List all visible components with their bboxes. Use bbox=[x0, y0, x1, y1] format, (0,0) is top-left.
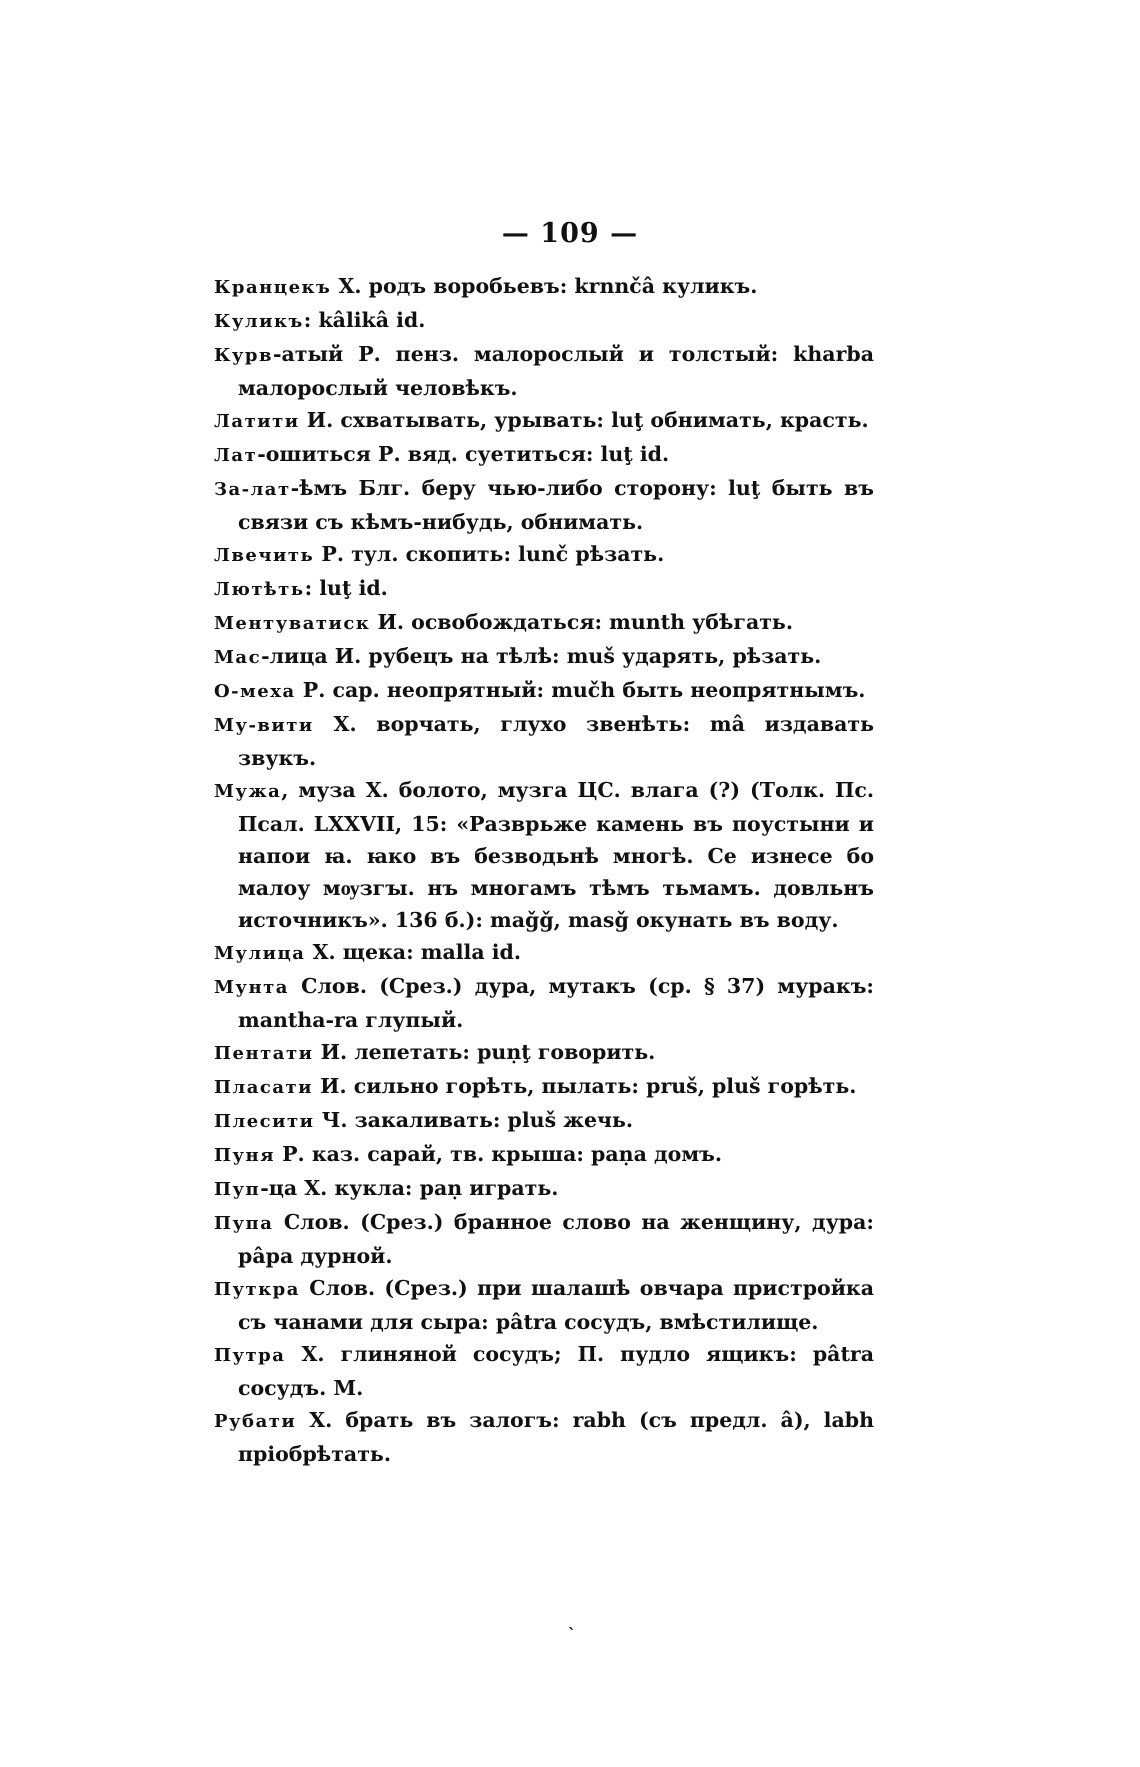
dictionary-entry bbox=[214, 572, 874, 606]
entry-headword: Пласати bbox=[214, 1077, 313, 1098]
entry-definition: Слов. (Срез.) при шалашѣ овчара пристройка съ чанами для сыра: pâtra сосудъ, вмѣстилище. bbox=[238, 1276, 874, 1334]
entry-definition: -ошиться Р. вяд. суетиться: luţ id. bbox=[257, 442, 670, 466]
dictionary-entry bbox=[214, 338, 874, 404]
entry-definition: Х. щека: malla id. bbox=[305, 940, 522, 964]
entry-definition: И. схватывать, урывать: luţ обнимать, красть. bbox=[299, 408, 869, 432]
entry-headword: Пентати bbox=[214, 1043, 314, 1064]
dictionary-entry bbox=[214, 404, 874, 438]
dictionary-entry bbox=[214, 1104, 874, 1138]
entry-definition: И. сильно горѣть, пылать: pruš, pluš горѣть. bbox=[312, 1074, 857, 1098]
entry-definition: Слов. (Срез.) дура, мутакъ (ср. § 37) муракъ: mantha-ra глупый. bbox=[238, 974, 874, 1032]
entry-definition: Х. ворчать, глухо звенѣть: mâ издавать звукъ. bbox=[238, 712, 874, 770]
entry-headword: За-лат bbox=[214, 479, 291, 500]
entry-headword: Рубати bbox=[214, 1411, 297, 1432]
dictionary-entry bbox=[214, 1070, 874, 1104]
dictionary-entry bbox=[214, 936, 874, 970]
entry-headword: Му-вити bbox=[214, 715, 314, 736]
entry-headword: Кранцекъ bbox=[214, 277, 332, 298]
entry-headword: Латити bbox=[214, 411, 300, 432]
dictionary-entry bbox=[214, 1404, 874, 1470]
entry-headword: Плесити bbox=[214, 1111, 315, 1132]
entry-definition: -ца Х. кукла: paṇ играть. bbox=[260, 1176, 559, 1200]
entry-definition: Слов. (Срез.) бранное слово на женщину, дура: pâpa дурной. bbox=[238, 1210, 874, 1268]
dictionary-entry bbox=[214, 472, 874, 538]
entry-definition: Х. брать въ залогъ: rabh (съ предл. â), labh пріобрѣтать. bbox=[238, 1408, 874, 1466]
page-number: — 109 — bbox=[501, 218, 639, 249]
entry-headword: Путкра bbox=[214, 1279, 300, 1300]
entry-headword: Пупа bbox=[214, 1213, 274, 1234]
dictionary-entry bbox=[214, 538, 874, 572]
entry-definition: Х. глиняной сосудъ; П. пудло ящикъ: pâtra сосудъ. М. bbox=[238, 1342, 874, 1400]
entry-headword: Ментуватиск bbox=[214, 613, 371, 634]
entry-headword: Мужа bbox=[214, 781, 282, 802]
dictionary-entry bbox=[214, 1272, 874, 1338]
entry-definition: Р. каз. сарай, тв. крыша: paṇa домъ. bbox=[275, 1142, 723, 1166]
entry-definition: Х. родъ воробьевъ: krnnčâ куликъ. bbox=[331, 274, 758, 298]
entry-definition: Р. сар. неопрятный: mučh быть неопрятнымъ. bbox=[295, 678, 866, 702]
dictionary-entry bbox=[214, 1138, 874, 1172]
dictionary-entries bbox=[214, 270, 874, 1470]
dictionary-entry bbox=[214, 970, 874, 1036]
entry-headword: Куликъ bbox=[214, 311, 304, 332]
entry-definition: Ч. закаливать: pluš жечь. bbox=[314, 1108, 634, 1132]
dictionary-entry bbox=[214, 674, 874, 708]
entry-headword: Мулица bbox=[214, 943, 306, 964]
printer-mark: ˎ bbox=[568, 1610, 574, 1631]
dictionary-entry bbox=[214, 774, 874, 936]
dictionary-entry bbox=[214, 1206, 874, 1272]
entry-definition: И. лепетать: puṇţ говорить. bbox=[313, 1040, 656, 1064]
entry-headword: Мас bbox=[214, 647, 262, 668]
dictionary-entry bbox=[214, 304, 874, 338]
dictionary-entry bbox=[214, 270, 874, 304]
dictionary-entry bbox=[214, 1172, 874, 1206]
entry-definition: Р. тул. скопить: lunč рѣзать. bbox=[314, 542, 665, 566]
entry-definition: И. освобождаться: munth убѣгать. bbox=[370, 610, 793, 634]
entry-definition: -лица И. рубецъ на тѣлѣ: muš ударять, рѣзать. bbox=[261, 644, 822, 668]
dictionary-entry bbox=[214, 1036, 874, 1070]
entry-definition: -атый Р. пенз. малорослый и толстый: kharba малорослый человѣкъ. bbox=[238, 342, 874, 400]
entry-definition: : kâlikâ id. bbox=[303, 308, 426, 332]
entry-headword: Мунта bbox=[214, 977, 289, 998]
entry-definition: : luţ id. bbox=[304, 576, 388, 600]
dictionary-entry bbox=[214, 708, 874, 774]
dictionary-entry bbox=[214, 1338, 874, 1404]
entry-headword: Лвечить bbox=[214, 545, 315, 566]
entry-headword: О-меха bbox=[214, 681, 296, 702]
entry-definition: -ѣмъ Блг. беру чью-либо сторону: luţ быть въ связи съ кѣмъ-нибудь, обнимать. bbox=[238, 476, 874, 534]
entry-definition: , муза Х. болото, музга ЦС. влага (?) (Толк. Пс. Псал. LXXVII, 15: «Разврьже камень въ поустыни и напои ꙗ. ꙗко въ безводьнѣ многѣ. Се изнесе бо малоу мѹзгꙑ. нъ многамъ тѣмъ тьмамъ. довльнъ источникъ». 136 б.): maǧǧ, masǧ окунать въ воду. bbox=[238, 778, 874, 932]
entry-headword: Пуня bbox=[214, 1145, 275, 1166]
entry-headword: Лат bbox=[214, 445, 258, 466]
entry-headword: Курв bbox=[214, 345, 273, 366]
dictionary-entry bbox=[214, 438, 874, 472]
dictionary-entry bbox=[214, 606, 874, 640]
dictionary-entry bbox=[214, 640, 874, 674]
entry-headword: Путра bbox=[214, 1345, 286, 1366]
entry-headword: Лютѣть bbox=[214, 579, 305, 600]
entry-headword: Пуп bbox=[214, 1179, 261, 1200]
